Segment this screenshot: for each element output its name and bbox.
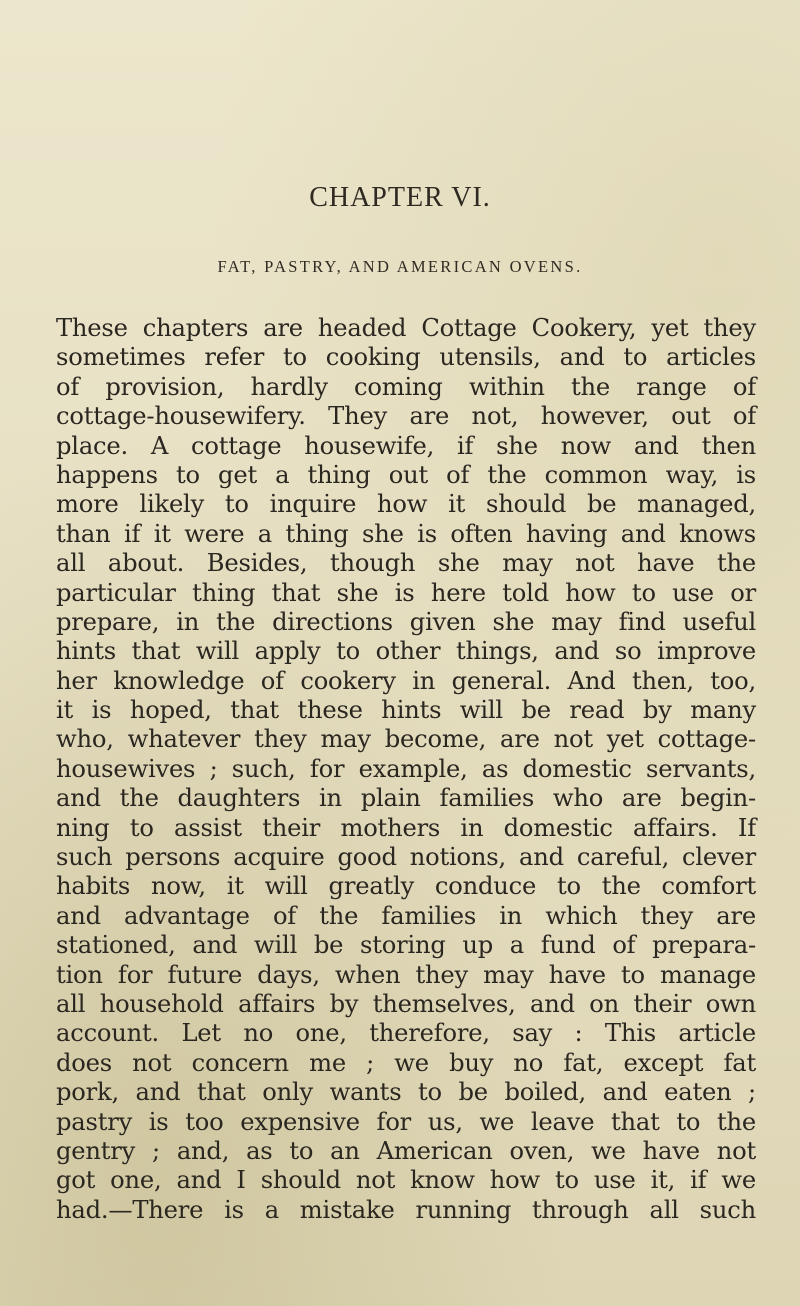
text-line: and the daughters in plain families who are begin- — [56, 784, 756, 813]
text-line: tion for future days, when they may have to manage — [56, 960, 756, 989]
text-line: sometimes refer to cooking utensils, and to articles — [56, 343, 756, 372]
text-line: who, whatever they may become, are not yet cottage- — [56, 725, 756, 754]
text-line: stationed, and will be storing up a fund of prepara- — [56, 931, 756, 960]
text-line: happens to get a thing out of the common way, is — [56, 460, 756, 489]
text-line: got one, and I should not know how to use it, if we — [56, 1166, 756, 1195]
text-line: account. Let no one, therefore, say : This article — [56, 1019, 756, 1048]
text-line: place. A cottage housewife, if she now and then — [56, 431, 756, 460]
text-line: than if it were a thing she is often having and knows — [56, 519, 756, 548]
text-line: housewives ; such, for example, as domestic servants, — [56, 754, 756, 783]
text-line: gentry ; and, as to an American oven, we have not — [56, 1136, 756, 1165]
text-line: it is hoped, that these hints will be read by many — [56, 696, 756, 725]
text-line: hints that will apply to other things, and so improve — [56, 637, 756, 666]
text-line: These chapters are headed Cottage Cookery, yet they — [56, 314, 756, 342]
text-line: of provision, hardly coming within the range of — [56, 372, 756, 401]
chapter-subtitle: FAT, PASTRY, AND AMERICAN OVENS. — [217, 257, 583, 276]
text-line: such persons acquire good notions, and careful, clever — [56, 843, 756, 872]
text-line: had.—There is a mistake running through all such — [56, 1195, 756, 1224]
text-line: prepare, in the directions given she may find useful — [56, 607, 756, 636]
chapter-title: CHAPTER VI. — [309, 182, 491, 213]
text-line: and advantage of the families in which they are — [56, 901, 756, 930]
text-line: habits now, it will greatly conduce to the comfort — [56, 872, 756, 901]
text-line: her knowledge of cookery in general. And then, too, — [56, 666, 756, 695]
text-line: all about. Besides, though she may not have the — [56, 549, 756, 578]
text-line: cottage-housewifery. They are not, however, out of — [56, 402, 756, 431]
text-line: particular thing that she is here told how to use or — [56, 578, 756, 607]
text-line: all household affairs by themselves, and on their own — [56, 989, 756, 1018]
text-line: pork, and that only wants to be boiled, and eaten ; — [56, 1078, 756, 1107]
text-line: pastry is too expensive for us, we leave that to the — [56, 1107, 756, 1136]
body-paragraph — [56, 314, 756, 1225]
text-line: more likely to inquire how it should be managed, — [56, 490, 756, 519]
text-line: ning to assist their mothers in domestic affairs. If — [56, 813, 756, 842]
text-line: does not concern me ; we buy no fat, except fat — [56, 1048, 756, 1077]
